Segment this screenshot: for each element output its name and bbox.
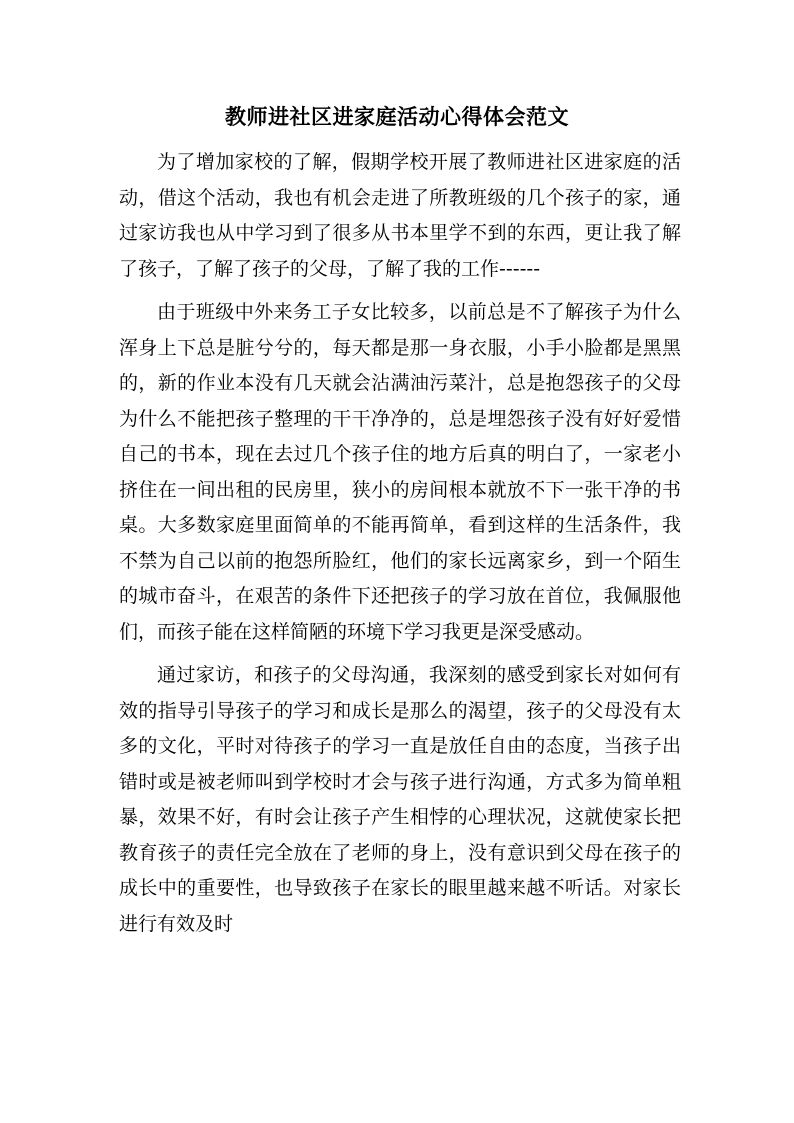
paragraph-1: 为了增加家校的了解，假期学校开展了教师进社区进家庭的活动，借这个活动，我也有机会走进了所教班级的几个孩子的家，通过家访我也从中学习到了很多从书本里学不到的东西，更让我了解了孩子，了解了孩子的父母，了解了我的工作------ — [119, 151, 681, 280]
paragraph-2: 由于班级中外来务工子女比较多，以前总是不了解孩子为什么浑身上下总是脏兮兮的，每天都是那一身衣服，小手小脸都是黑黑的，新的作业本没有几天就会沾满油污菜汁，总是抱怨孩子的父母为什么不能把孩子整理的干干净净的，总是埋怨孩子没有好好爱惜自己的书本，现在去过几个孩子住的地方后真的明白了，一家老小挤住在一间出租的民房里，狭小的房间根本就放不下一张干净的书桌。大多数家庭里面简单的不能再简单，看到这样的生活条件，我不禁为自己以前的抱怨所脸红，他们的家长远离家乡，到一个陌生的城市奋斗，在艰苦的条件下还把孩子的学习放在首位，我佩服他们，而孩子能在这样简陋的环境下学习我更是深受感动。 — [119, 301, 681, 643]
document-title: 教师进社区进家庭活动心得体会范文 — [225, 104, 569, 129]
document-body — [119, 145, 681, 950]
paragraph-3: 通过家访，和孩子的父母沟通，我深刻的感受到家长对如何有效的指导引导孩子的学习和成长是那么的渴望，孩子的父母没有太多的文化，平时对待孩子的学习一直是放任自由的态度，当孩子出错时或是被老师叫到学校时才会与孩子进行沟通，方式多为简单粗暴，效果不好，有时会让孩子产生相悖的心理状况，这就使家长把教育孩子的责任完全放在了老师的身上，没有意识到父母在孩子的成长中的重要性，也导致孩子在家长的眼里越来越不听话。对家长进行有效及时 — [119, 664, 681, 935]
